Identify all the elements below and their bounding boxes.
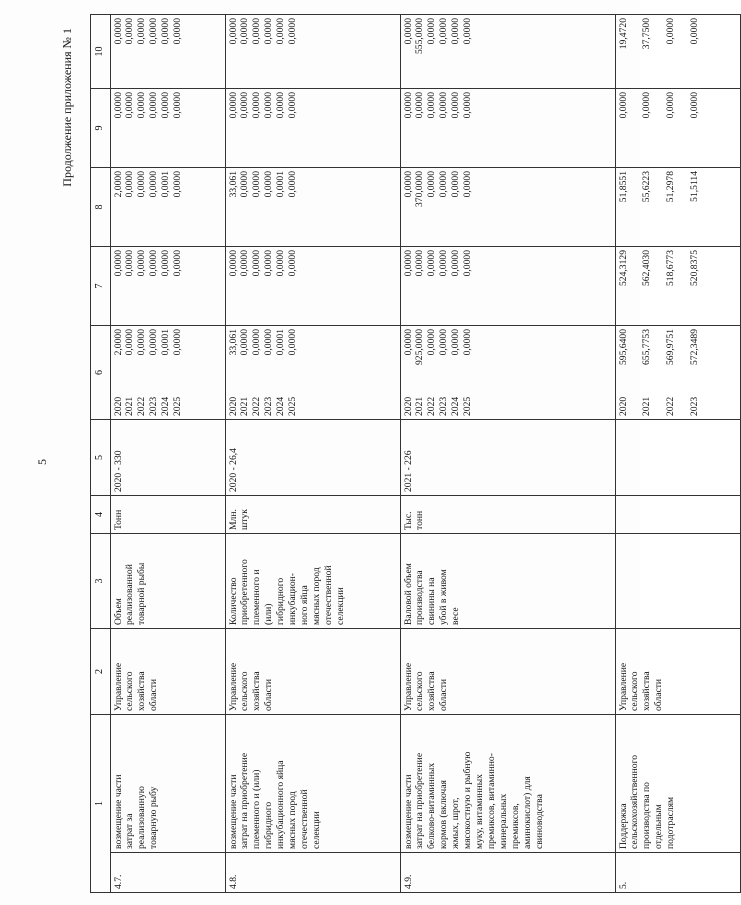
years: 2020 2021 2022 2023 2024 2025 <box>402 396 474 416</box>
years-and-total <box>225 326 400 420</box>
table-row <box>110 15 225 893</box>
data-table <box>90 14 741 893</box>
years: 2020 2021 2022 2023 <box>617 396 701 416</box>
total-values: 0,0000 925,0000 0,0000 0,0000 0,0000 0,0000 <box>402 329 474 365</box>
target-value <box>615 420 740 496</box>
table-row <box>225 15 400 893</box>
col9-values: 0,0000 0,0000 0,0000 0,0000 0,0000 0,0000 <box>225 89 400 168</box>
target-value: 2021 - 226 <box>400 420 615 496</box>
row-number: 4.8. <box>225 853 400 893</box>
col8-values: 0,0000 370,0000 0,0000 0,0000 0,0000 0,0000 <box>400 168 615 247</box>
measure-name: возмещение части затрат за реализованную товарную рыбу <box>110 715 225 853</box>
col10-values: 0,0000 0,0000 0,0000 0,0000 0,0000 0,0000 <box>225 15 400 89</box>
col7-values: 0,0000 0,0000 0,0000 0,0000 0,0000 0,0000 <box>110 247 225 326</box>
col10-values: 0,0000 555,0000 0,0000 0,0000 0,0000 0,0000 <box>400 15 615 89</box>
header-cell-6: 6 <box>91 326 111 420</box>
years: 2020 2021 2022 2023 2024 2025 <box>227 396 299 416</box>
page-number: 5 <box>35 459 49 465</box>
header-cell-7: 7 <box>91 247 111 326</box>
header-cell-8: 8 <box>91 168 111 247</box>
total-values: 2,0000 0,0000 0,0000 0,0000 0,0001 0,0000 <box>112 329 184 356</box>
indicator: Валовой объем производства свинины на убой в живом весе <box>400 534 615 629</box>
col7-values: 0,0000 0,0000 0,0000 0,0000 0,0000 0,0000 <box>400 247 615 326</box>
col8-values: 33,061 0,0000 0,0000 0,0000 0,0001 0,0000 <box>225 168 400 247</box>
years-and-total <box>110 326 225 420</box>
indicator: Количество приобретенного племенного и (или) гибридного инкубацион- ного яйца мясных пород отечественной селекции <box>225 534 400 629</box>
unit: Тыс. тонн <box>400 496 615 534</box>
years-and-total <box>615 326 740 420</box>
unit: Млн. штук <box>225 496 400 534</box>
total-values: 595,6400 655,7753 569,9751 572,3489 <box>617 329 701 365</box>
target-value: 2020 - 26,4 <box>225 420 400 496</box>
header-cell-3: 3 <box>91 534 111 629</box>
header-cell-10: 10 <box>91 15 111 89</box>
measure-name: возмещение части затрат на приобретение племенного и (или) гибридного инкубационного яйца мясных пород отечественной селекции <box>225 715 400 853</box>
table-header-row <box>91 15 111 893</box>
header-cell-1: 1 <box>91 715 111 893</box>
executor: Управление сельского хозяйства области <box>110 629 225 715</box>
indicator: Объем реализованной товарной рыбы <box>110 534 225 629</box>
total-values: 33,061 0,0000 0,0000 0,0000 0,0001 0,0000 <box>227 329 299 356</box>
target-value: 2020 - 330 <box>110 420 225 496</box>
row-number: 5. <box>615 853 740 893</box>
executor: Управление сельского хозяйства области <box>615 629 740 715</box>
measure-name: возмещение части затрат на приобретение белково-витаминных кормов (включая жмых, шрот, мясокостную и рыбную муку, витаминных премиксов, витаминно- минеральных премиксов, аминокислот) для свиноводства <box>400 715 615 853</box>
indicator <box>615 534 740 629</box>
header-cell-9: 9 <box>91 89 111 168</box>
header-cell-5: 5 <box>91 420 111 496</box>
col8-values: 51,8551 55,6223 51,2978 51,5114 <box>615 168 740 247</box>
unit: Тонн <box>110 496 225 534</box>
table-row <box>400 15 615 893</box>
years: 2020 2021 2022 2023 2024 2025 <box>112 396 184 416</box>
col7-values: 0,0000 0,0000 0,0000 0,0000 0,0000 0,0000 <box>225 247 400 326</box>
row-number: 4.9. <box>400 853 615 893</box>
col10-values: 0,0000 0,0000 0,0000 0,0000 0,0000 0,0000 <box>110 15 225 89</box>
measure-name: Поддержка сельскохозяйственного производства по отдельным подотраслям <box>615 715 740 853</box>
col8-values: 2,0000 0,0000 0,0000 0,0000 0,0001 0,0000 <box>110 168 225 247</box>
header-cell-4: 4 <box>91 496 111 534</box>
col9-values: 0,0000 0,0000 0,0000 0,0000 0,0000 0,0000 <box>400 89 615 168</box>
years-and-total <box>400 326 615 420</box>
col9-values: 0,0000 0,0000 0,0000 0,0000 0,0000 0,0000 <box>110 89 225 168</box>
table-row <box>615 15 740 893</box>
col9-values: 0,0000 0,0000 0,0000 0,0000 <box>615 89 740 168</box>
col7-values: 524,3129 562,4030 518,6773 520,8375 <box>615 247 740 326</box>
executor: Управление сельского хозяйства области <box>225 629 400 715</box>
header-cell-2: 2 <box>91 629 111 715</box>
unit <box>615 496 740 534</box>
appendix-caption: Продолжение приложения № 1 <box>60 28 74 187</box>
col10-values: 19,4720 37,7500 0,0000 0,0000 <box>615 15 740 89</box>
row-number: 4.7. <box>110 853 225 893</box>
executor: Управление сельского хозяйства области <box>400 629 615 715</box>
